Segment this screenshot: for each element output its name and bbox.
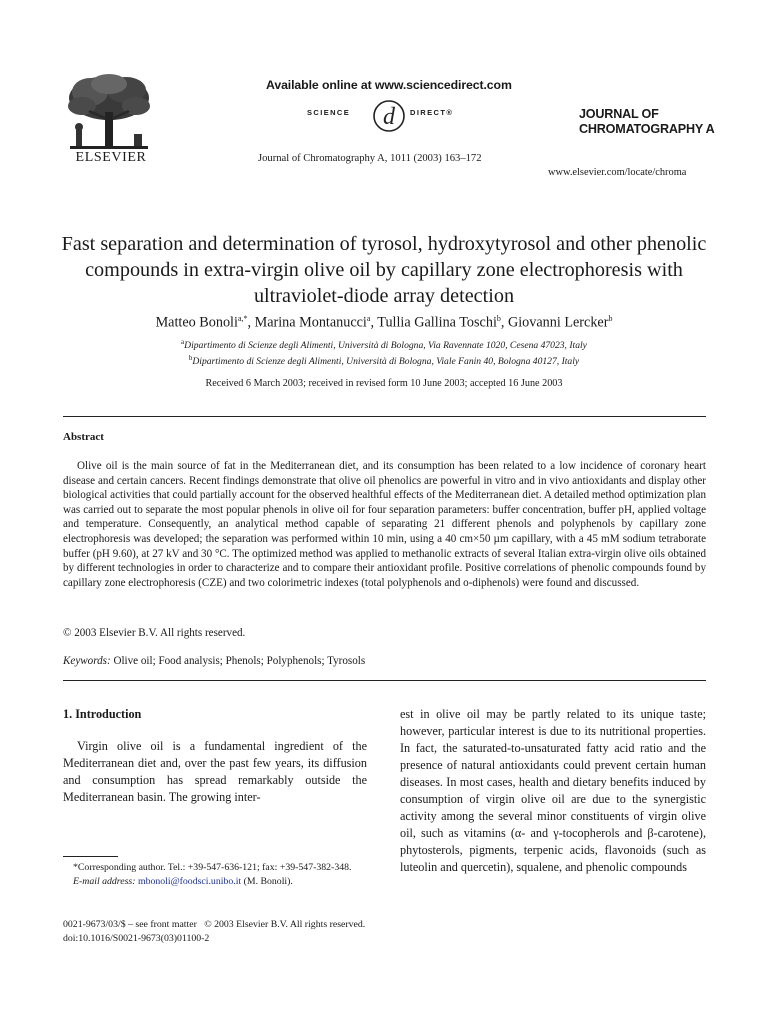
author-affiliation-mark: a <box>366 314 371 323</box>
doi-line[interactable]: doi:10.1016/S0021-9673(03)01100-2 <box>63 933 210 944</box>
affiliation-text: Dipartimento di Scienze degli Alimenti, Università di Bologna, Via Ravennate 1020, Cesena 47023, Italy <box>184 340 587 352</box>
affiliation-mark: b <box>188 354 193 363</box>
journal-title <box>579 107 715 137</box>
footnote-divider <box>63 856 118 857</box>
article-title: Fast separation and determination of tyrosol, hydroxytyrosol and other phenolic compounds in extra-virgin olive oil by capillary zone electrophoresis with ultraviolet-diode array detection <box>61 233 712 307</box>
issn-line: 0021-9673/03/$ – see front matter © 2003 Elsevier B.V. All rights reserved. <box>63 919 366 930</box>
email-label: E-mail address: <box>73 876 136 887</box>
paragraph: Virgin olive oil is a fundamental ingredient of the Mediterranean diet and, over the past few years, its diffusion and consumption has spread remarkably outside the Mediterranean basin. The growing inter- <box>63 739 371 804</box>
right-column: est in olive oil may be partly related to its unique taste; however, particular interest is due to its nutritional properties. In fact, the saturated-to-unsaturated fatty acid ratio and the presence of natural antioxidants could prevent certain human diseases. In most cases, health and dietary benefits induced by consumption of virgin olive oil are due to the synergistic activity among the several minor constituents of virgin olive oil, such as vitamins (α- and γ-tocopherols and β-carotene), phytosterols, pigments, terpenic acids, flavonoids (such as luteolin and quercetin), squalene, and phenolic compounds <box>400 707 710 874</box>
email-suffix: (M. Bonoli). <box>241 876 293 887</box>
journal-url[interactable]: www.elsevier.com/locate/chroma <box>548 167 687 178</box>
affiliation-mark: a <box>181 338 185 346</box>
front-matter-info <box>63 918 365 946</box>
keywords <box>63 655 365 667</box>
sciencedirect-logo <box>307 98 507 134</box>
journal-title-line1: JOURNAL OF <box>579 107 659 121</box>
registered-mark: ® <box>446 108 454 117</box>
publisher-name: ELSEVIER <box>75 150 147 165</box>
author-name: Giovanni Lercker <box>507 314 609 331</box>
affiliation-item <box>40 336 728 352</box>
available-online-text: Available online at www.sciencedirect.com <box>266 78 512 92</box>
svg-text:d: d <box>383 104 395 130</box>
received-dates: Received 6 March 2003; received in revised form 10 June 2003; accepted 16 June 2003 <box>205 378 563 389</box>
keywords-label: Keywords: <box>63 655 111 667</box>
keywords-list: Olive oil; Food analysis; Phenols; Polyphenols; Tyrosols <box>113 655 366 667</box>
author-name: Marina Montanucci <box>254 314 367 331</box>
journal-title-line2: CHROMATOGRAPHY A <box>579 122 715 136</box>
abstract-body: Olive oil is the main source of fat in the Mediterranean diet, and its consumption has been related to a low incidence of coronary heart disease and certain cancers. Recent findings demonstrate that olive oil phenolics are powerful in vitro and in vivo antioxidants and display other biological activities that could partially account for the observed healthful effects of the Mediterranean diet. A detailed method optimization plan was carried out to separate the most popular phenols in olive oil for four separation parameters: buffer concentration, buffer pH, applied voltage and temperature. Consequently, an analytical method capable of separating 21 different phenols and polyphenols by capillary zone electrophoresis was developed; the separation was performed within 10 min, using a 40 cm×50 µm capillary, with a 45 mM sodium tetraborate buffer (pH 9.60), at 27 kV and 30 °C. The optimized method was applied to methanolic extracts of several Italian extra-virgin olive oils obtained by different technologies in order to characterize and to compare their antioxidant profile. Positive correlations of phenolic compounds found by capillary zone electrophoresis (CZE) and two colorimetric indexes (total polyphenols and o-diphenols) were found and discussed. <box>63 460 709 589</box>
footnote-corresponding: *Corresponding author. Tel.: +39-547-636-121; fax: +39-547-382-348. <box>73 862 352 873</box>
abstract-heading: Abstract <box>63 431 104 443</box>
divider <box>63 416 706 417</box>
sciencedirect-left-word: SCIENCE <box>307 108 351 117</box>
sciencedirect-at-icon <box>370 98 408 139</box>
elsevier-tree-logo <box>62 72 156 156</box>
footnote <box>63 861 367 889</box>
sciencedirect-right-word: DIRECT <box>410 108 447 117</box>
abstract-copyright: © 2003 Elsevier B.V. All rights reserved. <box>63 627 246 639</box>
left-column <box>63 706 371 806</box>
author-list: Matteo Bonoli$^{a,*}$, Marina Montanucci$^a$, Tullia Gallina Toschi$^b$, Giovanni Lercker$^b$ <box>155 314 613 331</box>
author-affiliation-mark: b <box>608 314 613 323</box>
author-affiliation-mark: a,* <box>237 314 248 323</box>
divider <box>63 680 706 681</box>
author-name: Matteo Bonoli <box>155 314 238 331</box>
author-affiliation-mark: b <box>496 314 501 323</box>
affiliation-text: Dipartimento di Scienze degli Alimenti, Università di Bologna, Viale Fanin 40, Bologna 40127, Italy <box>192 356 580 368</box>
affiliation-item <box>40 352 728 368</box>
journal-reference: Journal of Chromatography A, 1011 (2003) 163–172 <box>258 153 482 164</box>
section-heading: 1. Introduction <box>63 707 142 721</box>
author-name: Tullia Gallina Toschi <box>377 314 497 331</box>
email-link[interactable]: mbonoli@foodsci.unibo.it <box>137 876 242 887</box>
affiliations <box>40 336 728 368</box>
